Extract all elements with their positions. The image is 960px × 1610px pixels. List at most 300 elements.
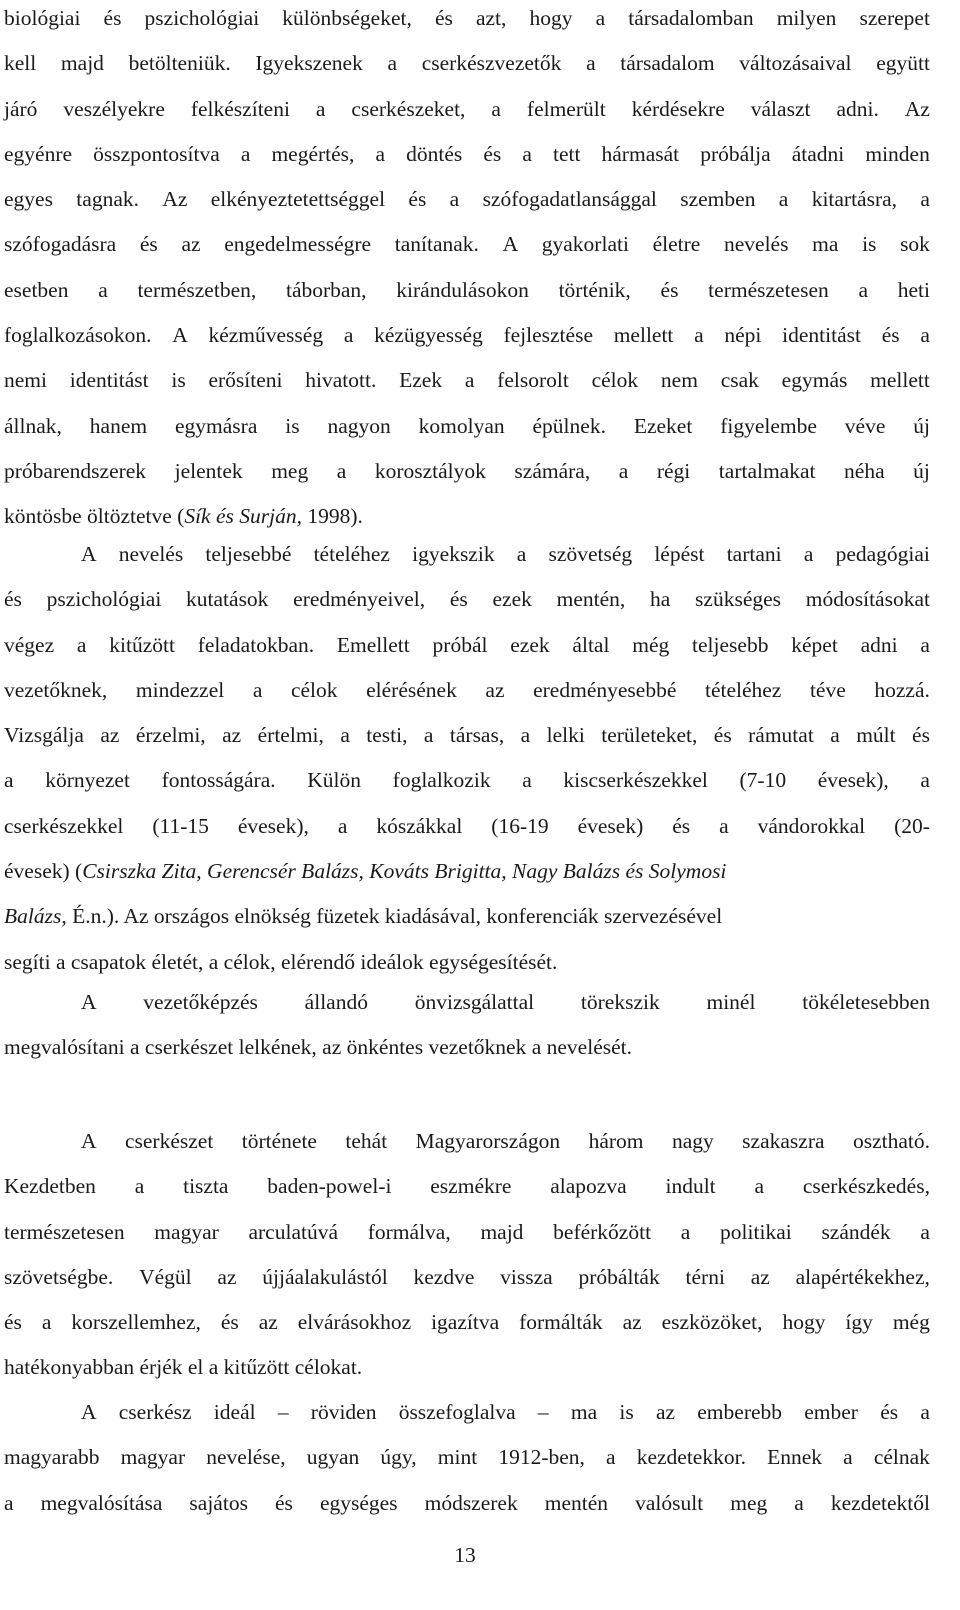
word: formálták: [519, 1310, 603, 1335]
text-line: [4, 0, 930, 41]
word: cserkészekkel: [4, 813, 124, 838]
text-line: [4, 713, 930, 758]
word: is: [285, 413, 300, 438]
word: társadalomban: [628, 6, 754, 30]
word: képet: [791, 632, 838, 657]
word: az: [222, 723, 242, 748]
word: évesek): [577, 813, 644, 838]
word: alapozva: [550, 1174, 627, 1199]
word: mentén: [544, 1490, 609, 1515]
paragraph-2: [4, 532, 930, 985]
word: indult: [665, 1174, 716, 1199]
word: és: [672, 813, 691, 838]
word: nevelés: [118, 542, 184, 566]
text-line: [4, 404, 930, 449]
word: arculatúvá: [248, 1219, 339, 1244]
word: a: [315, 96, 326, 121]
word: sok: [900, 232, 930, 257]
word: számára,: [514, 458, 591, 483]
word: történik,: [558, 277, 631, 302]
word: Külön: [307, 768, 362, 793]
word: téve: [809, 677, 846, 702]
word: (11-15: [152, 813, 209, 838]
text-line: [4, 1210, 930, 1255]
word: komolyan: [418, 413, 505, 438]
text-line: [4, 132, 930, 177]
word: elkényeztetettséggel: [210, 187, 386, 212]
word: adni: [860, 632, 898, 657]
text-line: [4, 313, 930, 358]
word: célok: [591, 368, 639, 393]
word: fontosságára.: [161, 768, 276, 793]
word: vándorokkal: [757, 813, 866, 838]
word: a: [520, 723, 531, 748]
word: környezet: [45, 768, 130, 793]
word: beférkőzött: [553, 1219, 652, 1244]
citation-authors: Balázs: [4, 904, 62, 929]
word: és: [139, 232, 158, 257]
word: és: [449, 587, 468, 612]
word: kitűzött: [109, 632, 175, 657]
word: a: [240, 141, 251, 166]
word: Ennek: [767, 1445, 823, 1470]
word: azt,: [475, 6, 507, 30]
word: 1912-ben,: [498, 1445, 585, 1470]
word: ezek: [510, 632, 550, 657]
word: jelentek: [174, 458, 243, 483]
word: eszmékre: [430, 1174, 512, 1199]
word: még: [632, 632, 670, 657]
word: természetesen: [708, 277, 829, 302]
word: természetben,: [137, 277, 257, 302]
word: döntés: [406, 141, 463, 166]
word: kószákkal: [376, 813, 463, 838]
word: betölteniük.: [128, 51, 231, 76]
word: a: [858, 277, 869, 302]
word: eredményesebbé: [533, 677, 677, 702]
word: meg: [271, 458, 309, 483]
word: érzelmi,: [135, 723, 206, 748]
word: módosításokat: [805, 587, 930, 612]
word: és: [220, 1310, 239, 1335]
text-line: [4, 758, 930, 803]
word: még: [892, 1310, 930, 1335]
paragraph-1: [4, 0, 930, 540]
word: tökéletesebben: [802, 990, 930, 1014]
word: területeket,: [601, 723, 698, 748]
word: és: [881, 323, 900, 348]
word: mentén,: [556, 587, 626, 612]
word: a: [778, 187, 789, 212]
word: igazítva: [431, 1310, 500, 1335]
word: a: [920, 768, 930, 793]
text-line: [4, 358, 930, 403]
word: emberebb: [697, 1400, 783, 1424]
word: próbálja: [700, 141, 771, 166]
word: cserkész: [118, 1400, 192, 1424]
word: önvizsgálattal: [414, 990, 535, 1014]
word: kiscserkészekkel: [563, 768, 708, 793]
text-run: 1998).: [301, 504, 363, 529]
word: népi: [724, 323, 762, 348]
word: felmerült: [526, 96, 606, 121]
word: a: [491, 96, 501, 121]
word: hanem: [89, 413, 148, 438]
word: a: [694, 323, 704, 348]
word: állnak,: [4, 413, 62, 438]
word: hogy: [782, 1310, 826, 1335]
word: és: [4, 587, 22, 612]
word: a: [336, 458, 347, 483]
word: térni: [685, 1264, 725, 1289]
word: (7-10: [739, 768, 787, 793]
paragraph-4: [4, 1119, 930, 1391]
word: A: [81, 1400, 97, 1424]
word: valósult: [635, 1490, 704, 1515]
word: a: [98, 277, 108, 302]
word: rámutat: [748, 723, 814, 748]
word: tehát: [345, 1129, 388, 1153]
citation-authors: Csirszka Zita, Gerencsér Balázs, Kováts Brigitta, Nagy Balázs és Solymosi: [82, 859, 727, 884]
word: tartani: [726, 542, 782, 566]
word: választ: [750, 96, 811, 121]
word: Magyarországon: [415, 1129, 561, 1153]
word: Emellett: [336, 632, 410, 657]
word: új: [913, 458, 930, 483]
word: egyénre: [4, 141, 73, 166]
word: a: [719, 813, 729, 838]
word: pszichológiai: [144, 6, 260, 30]
word: ma: [812, 232, 839, 257]
word: a: [516, 542, 527, 566]
text-line: [4, 1164, 930, 1209]
word: természetesen: [4, 1219, 125, 1244]
word: szándék: [821, 1219, 891, 1244]
word: politikai: [720, 1219, 792, 1244]
word: ugyan: [306, 1445, 360, 1470]
word: foglalkozásokon.: [4, 323, 152, 348]
word: hogy: [529, 6, 573, 30]
text-line: [4, 177, 930, 222]
word: csak: [720, 368, 759, 393]
word: szófogadatlansággal: [482, 187, 657, 212]
word: a: [4, 1490, 14, 1515]
word: a: [920, 323, 930, 348]
word: és: [660, 277, 679, 302]
word: cserkészvezetők: [421, 51, 562, 76]
word: (16-19: [491, 813, 549, 838]
word: összpontosítva: [93, 141, 220, 166]
word: kezdetekkor.: [636, 1445, 746, 1470]
word: társadalom: [620, 51, 715, 76]
text-run: megvalósítani a cserkészet lelkének, az önkéntes vezetőknek a nevelését.: [4, 1035, 632, 1060]
word: mellett: [870, 368, 930, 393]
word: eszközöket,: [661, 1310, 763, 1335]
word: története: [241, 1129, 317, 1153]
word: vissza: [500, 1264, 553, 1289]
word: A: [172, 323, 188, 348]
word: pszichológiai: [46, 587, 162, 612]
word: magyarabb: [4, 1445, 100, 1470]
word: együtt: [876, 51, 930, 76]
word: –: [537, 1400, 549, 1424]
word: a: [794, 1490, 804, 1515]
word: gyakorlati: [541, 232, 629, 257]
word: (20-: [894, 813, 930, 838]
word: hivatott.: [305, 368, 377, 393]
word: a: [843, 1445, 853, 1470]
word: végez: [4, 632, 55, 657]
text-line: [4, 87, 930, 132]
word: kitartásra,: [811, 187, 898, 212]
text-line: [4, 1345, 930, 1390]
word: a: [920, 187, 930, 212]
word: mint: [437, 1445, 478, 1470]
word: és: [103, 6, 122, 30]
word: az: [217, 1264, 237, 1289]
word: Vizsgálja: [4, 723, 84, 748]
word: három: [588, 1129, 644, 1153]
word: Az: [162, 187, 188, 212]
word: tanítanak.: [394, 232, 479, 257]
word: korosztályok: [374, 458, 486, 483]
word: táborban,: [285, 277, 367, 302]
text-line: [4, 1390, 930, 1435]
word: tételéhez: [704, 677, 782, 702]
word: engedelmességre: [224, 232, 372, 257]
word: a: [754, 1174, 764, 1199]
word: egységes: [319, 1490, 398, 1515]
text-run: évesek) (: [4, 859, 83, 884]
word: nagyon: [327, 413, 391, 438]
word: Kezdetben: [4, 1174, 96, 1199]
word: különbségeket,: [282, 6, 412, 30]
text-line: [4, 268, 930, 313]
word: baden-powel-i: [267, 1174, 392, 1199]
word: és: [483, 141, 502, 166]
text-line: [4, 940, 930, 985]
word: cserkészet: [124, 1129, 214, 1153]
word: vezetőképzés: [143, 990, 258, 1014]
word: eredményeivel,: [293, 587, 426, 612]
text-line: [4, 668, 930, 713]
word: próbálták: [578, 1264, 660, 1289]
word: ideál: [213, 1400, 256, 1424]
word: elvárásokhoz: [297, 1310, 412, 1335]
word: tagnak.: [76, 187, 139, 212]
word: esetben: [4, 277, 69, 302]
word: a: [337, 813, 348, 838]
word: ha: [650, 587, 671, 612]
word: lépést: [654, 542, 705, 566]
text-run: , É.n.). Az országos elnökség füzetek kiadásával, konferenciák szervezésével: [61, 904, 723, 929]
word: értelmi,: [257, 723, 324, 748]
word: új: [913, 413, 930, 438]
word: erősíteni: [208, 368, 283, 393]
word: teljesebb: [692, 632, 769, 657]
word: épülnek.: [532, 413, 606, 438]
text-line: [4, 222, 930, 267]
text-line: [4, 532, 930, 577]
word: kirándulásokon: [396, 277, 529, 302]
word: múlt: [856, 723, 896, 748]
word: sajátos: [189, 1490, 248, 1515]
word: a: [76, 632, 87, 657]
word: a: [618, 458, 629, 483]
word: változásaival: [739, 51, 852, 76]
page-number: 13: [454, 1543, 476, 1567]
word: megértés,: [271, 141, 355, 166]
word: minél: [706, 990, 756, 1014]
word: röviden: [310, 1400, 377, 1424]
word: az: [181, 232, 201, 257]
word: mindezzel: [135, 677, 225, 702]
word: cserkészeket,: [351, 96, 466, 121]
word: próbál: [432, 632, 488, 657]
text-line: [4, 1025, 930, 1070]
word: a: [595, 6, 606, 30]
word: a: [830, 723, 840, 748]
word: mellett: [613, 323, 674, 348]
word: Igyekszenek: [255, 51, 363, 76]
text-line: [4, 1255, 930, 1300]
word: a: [449, 187, 460, 212]
word: milyen: [776, 6, 837, 30]
word: –: [277, 1400, 289, 1424]
word: próbarendszerek: [4, 458, 147, 483]
word: az: [655, 1400, 676, 1424]
word: kezdve: [413, 1264, 475, 1289]
word: felkészíteni: [190, 96, 290, 121]
text-run: segíti a csapatok életét, a célok, elérendő ideálok egységesítését.: [4, 949, 558, 974]
word: osztható.: [852, 1129, 930, 1153]
text-line: [4, 41, 930, 86]
word: szövetségbe.: [4, 1264, 114, 1289]
word: a: [803, 542, 814, 566]
word: foglalkozik: [392, 768, 491, 793]
word: tiszta: [183, 1174, 229, 1199]
word: egymásra: [174, 413, 258, 438]
word: kérdésekre: [631, 96, 725, 121]
word: magyar: [154, 1219, 219, 1244]
word: járó: [4, 96, 38, 121]
word: véve: [844, 413, 886, 438]
word: kézművesség: [208, 323, 324, 348]
word: a: [606, 1445, 616, 1470]
word: életre: [652, 232, 701, 257]
word: magyar: [120, 1445, 186, 1470]
word: a: [920, 1219, 930, 1244]
text-run: hatékonyabban érjék el a kitűzött célokat.: [4, 1355, 363, 1380]
text-line: [4, 1435, 930, 1480]
word: szerepet: [859, 6, 930, 30]
word: állandó: [304, 990, 368, 1014]
word: szemben: [680, 187, 756, 212]
text-line: [4, 894, 930, 939]
word: az: [622, 1310, 642, 1335]
word: a: [343, 323, 354, 348]
word: ember: [804, 1400, 858, 1424]
word: A: [81, 542, 97, 566]
word: a: [586, 51, 596, 76]
word: hozzá.: [874, 677, 930, 702]
text-run: köntösbe öltöztetve (: [4, 504, 185, 529]
word: heti: [897, 277, 930, 302]
word: Végül: [139, 1264, 192, 1289]
text-line: [4, 1481, 930, 1526]
citation-authors: Sík és Surján,: [184, 504, 302, 529]
word: néha: [844, 458, 885, 483]
word: Az: [904, 96, 930, 121]
word: is: [862, 232, 877, 257]
word: feladatokban.: [197, 632, 315, 657]
word: is: [171, 368, 186, 393]
word: lelki: [546, 723, 585, 748]
word: tett: [552, 141, 581, 166]
word: megvalósítása: [40, 1490, 163, 1515]
word: a: [134, 1174, 145, 1199]
word: elérésének: [366, 677, 457, 702]
word: fejlesztése: [503, 323, 593, 348]
word: átadni: [791, 141, 845, 166]
word: nemi: [4, 368, 47, 393]
word: cserkészkedés,: [802, 1174, 930, 1199]
word: szövetség: [548, 542, 633, 566]
word: tételéhez: [313, 542, 390, 566]
word: célnak: [873, 1445, 930, 1470]
word: a: [387, 51, 398, 76]
word: az: [100, 723, 120, 748]
word: hármasát: [601, 141, 680, 166]
word: úgy,: [380, 1445, 417, 1470]
word: majd: [480, 1219, 524, 1244]
word: biológiai: [4, 6, 81, 30]
word: testi,: [366, 723, 408, 748]
word: egyes: [4, 187, 53, 212]
word: és: [408, 187, 427, 212]
word: az: [258, 1310, 278, 1335]
word: majd: [60, 51, 104, 76]
word: Ezek: [399, 368, 443, 393]
word: egymás: [781, 368, 848, 393]
word: formálva,: [367, 1219, 451, 1244]
word: által: [572, 632, 610, 657]
word: a: [464, 368, 475, 393]
word: figyelembe: [720, 413, 817, 438]
word: ezek: [492, 587, 532, 612]
word: módszerek: [424, 1490, 518, 1515]
text-line: [4, 1119, 930, 1164]
word: újjáalakulástól: [262, 1264, 388, 1289]
word: a: [680, 1219, 691, 1244]
word: korszellemhez,: [71, 1310, 201, 1335]
word: társas,: [449, 723, 505, 748]
text-line: [4, 623, 930, 668]
word: minden: [865, 141, 930, 166]
word: összefoglalva: [398, 1400, 516, 1424]
word: identitást: [69, 368, 149, 393]
word: vezetőknek,: [4, 677, 108, 702]
word: nagy: [671, 1129, 714, 1153]
word: nevelés: [724, 232, 789, 257]
word: a: [340, 723, 350, 748]
word: régi: [656, 458, 691, 483]
word: pedagógiai: [835, 542, 930, 566]
word: kezdetektől: [830, 1490, 930, 1515]
text-line: [4, 804, 930, 849]
word: az: [485, 677, 505, 702]
word: A: [81, 1129, 97, 1153]
